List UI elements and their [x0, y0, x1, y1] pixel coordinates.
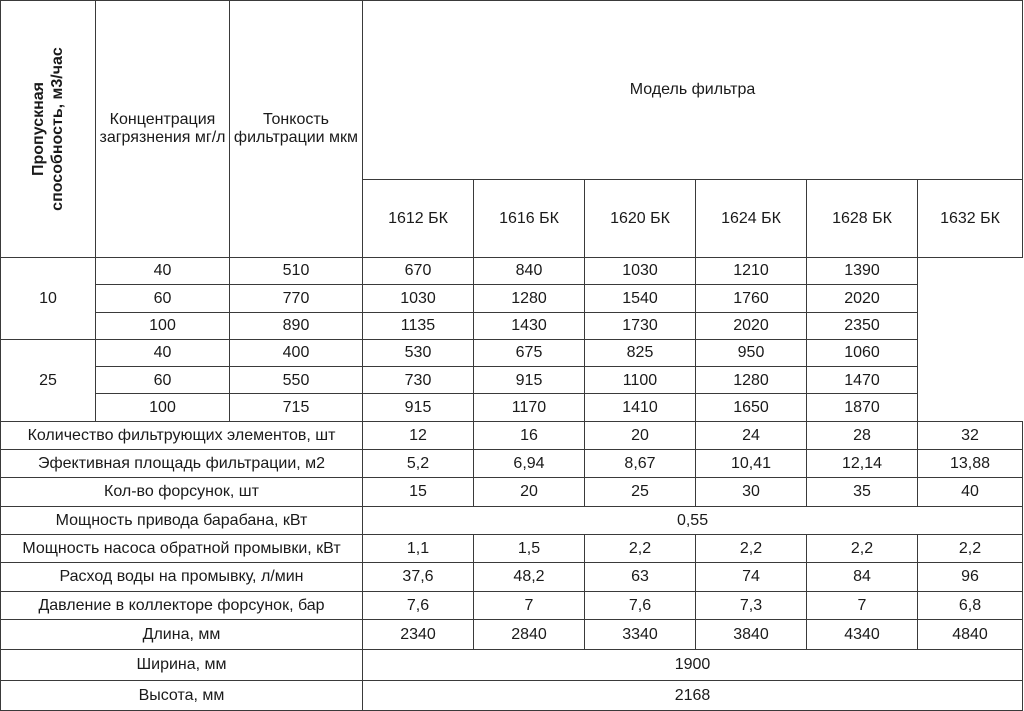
value-cell: 1030 — [363, 285, 474, 312]
value-cell: 4840 — [918, 619, 1023, 649]
spec-label: Количество фильтрующих элементов, шт — [1, 421, 363, 449]
spec-label: Эфективная площадь фильтрации, м2 — [1, 450, 363, 478]
value-cell: 1280 — [696, 367, 807, 394]
value-cell: 3340 — [585, 619, 696, 649]
value-cell: 37,6 — [363, 563, 474, 591]
value-cell: 20 — [474, 478, 585, 506]
value-cell: 2,2 — [918, 535, 1023, 563]
value-cell: 63 — [585, 563, 696, 591]
spec-label: Ширина, мм — [1, 650, 363, 680]
spec-label: Мощность привода барабана, кВт — [1, 506, 363, 534]
value-cell: 15 — [363, 478, 474, 506]
spec-row — [1, 680, 1023, 710]
value-cell: 6,8 — [918, 591, 1023, 619]
concentration-cell: 25 — [1, 339, 96, 421]
value-cell: 5,2 — [363, 450, 474, 478]
value-cell: 915 — [474, 367, 585, 394]
value-cell: 1210 — [696, 258, 807, 285]
value-cell: 1030 — [585, 258, 696, 285]
value-cell: 915 — [363, 394, 474, 421]
value-cell: 12 — [363, 421, 474, 449]
model-col: 1612 БК — [363, 179, 474, 257]
fineness-cell: 60 — [96, 367, 230, 394]
fineness-cell: 100 — [96, 394, 230, 421]
spec-row — [1, 650, 1023, 680]
value-cell: 2020 — [807, 285, 918, 312]
value-cell: 770 — [230, 285, 363, 312]
value-cell: 675 — [474, 339, 585, 366]
value-cell: 35 — [807, 478, 918, 506]
value-cell: 24 — [696, 421, 807, 449]
value-cell: 2350 — [807, 312, 918, 339]
value-cell: 2,2 — [585, 535, 696, 563]
value-cell: 1,5 — [474, 535, 585, 563]
value-cell: 7,6 — [585, 591, 696, 619]
table-row — [1, 339, 1023, 366]
value-cell: 7 — [474, 591, 585, 619]
value-cell: 8,67 — [585, 450, 696, 478]
fineness-header: Тонкость фильтрации мкм — [230, 1, 363, 258]
value-cell: 1650 — [696, 394, 807, 421]
value-cell: 1430 — [474, 312, 585, 339]
value-cell: 1760 — [696, 285, 807, 312]
value-cell: 40 — [918, 478, 1023, 506]
model-col: 1620 БК — [585, 179, 696, 257]
value-cell: 730 — [363, 367, 474, 394]
model-col: 1624 БК — [696, 179, 807, 257]
spec-label: Расход воды на промывку, л/мин — [1, 563, 363, 591]
value-cell: 10,41 — [696, 450, 807, 478]
value-cell: 7 — [807, 591, 918, 619]
value-cell: 12,14 — [807, 450, 918, 478]
value-cell: 2020 — [696, 312, 807, 339]
capacity-label-line1: Пропускная — [29, 81, 47, 177]
spec-row — [1, 506, 1023, 534]
table-row — [1, 312, 1023, 339]
value-cell: 2340 — [363, 619, 474, 649]
value-cell: 670 — [363, 258, 474, 285]
value-cell: 825 — [585, 339, 696, 366]
value-cell: 1060 — [807, 339, 918, 366]
value-cell: 510 — [230, 258, 363, 285]
value-cell: 20 — [585, 421, 696, 449]
spec-row — [1, 450, 1023, 478]
value-cell: 1135 — [363, 312, 474, 339]
spec-label: Кол-во форсунок, шт — [1, 478, 363, 506]
value-cell: 25 — [585, 478, 696, 506]
value-cell: 74 — [696, 563, 807, 591]
spec-label: Мощность насоса обратной промывки, кВт — [1, 535, 363, 563]
value-cell: 3840 — [696, 619, 807, 649]
value-cell: 28 — [807, 421, 918, 449]
spec-row — [1, 535, 1023, 563]
value-cell: 715 — [230, 394, 363, 421]
value-cell: 16 — [474, 421, 585, 449]
value-cell: 1390 — [807, 258, 918, 285]
value-cell: 1280 — [474, 285, 585, 312]
value-cell: 84 — [807, 563, 918, 591]
concentration-header: Концентрация загрязнения мг/л — [96, 1, 230, 258]
value-cell: 1730 — [585, 312, 696, 339]
spec-row — [1, 478, 1023, 506]
capacity-label-line2: способность, м3/час — [49, 47, 66, 211]
spec-row — [1, 619, 1023, 649]
value-cell: 840 — [474, 258, 585, 285]
fineness-cell: 60 — [96, 285, 230, 312]
value-cell: 2,2 — [807, 535, 918, 563]
value-cell: 13,88 — [918, 450, 1023, 478]
value-cell: 1170 — [474, 394, 585, 421]
value-cell: 1540 — [585, 285, 696, 312]
value-cell: 1,1 — [363, 535, 474, 563]
fineness-cell: 100 — [96, 312, 230, 339]
value-cell: 1100 — [585, 367, 696, 394]
value-cell: 96 — [918, 563, 1023, 591]
model-col: 1616 БК — [474, 179, 585, 257]
value-cell: 1410 — [585, 394, 696, 421]
spec-label: Давление в коллекторе форсунок, бар — [1, 591, 363, 619]
value-cell: 2840 — [474, 619, 585, 649]
model-header: Модель фильтра — [363, 1, 1023, 180]
spec-row — [1, 421, 1023, 449]
value-cell: 48,2 — [474, 563, 585, 591]
fineness-cell: 40 — [96, 339, 230, 366]
value-cell: 890 — [230, 312, 363, 339]
table-row — [1, 367, 1023, 394]
value-cell: 7,3 — [696, 591, 807, 619]
value-cell: 1870 — [807, 394, 918, 421]
spec-row — [1, 591, 1023, 619]
model-col: 1632 БК — [918, 179, 1023, 257]
merged-value-cell: 1900 — [363, 650, 1023, 680]
fineness-cell: 40 — [96, 258, 230, 285]
value-cell: 7,6 — [363, 591, 474, 619]
value-cell: 950 — [696, 339, 807, 366]
value-cell: 30 — [696, 478, 807, 506]
merged-value-cell: 2168 — [363, 680, 1023, 710]
merged-value-cell: 0,55 — [363, 506, 1023, 534]
model-col: 1628 БК — [807, 179, 918, 257]
value-cell: 32 — [918, 421, 1023, 449]
value-cell: 6,94 — [474, 450, 585, 478]
spec-label: Высота, мм — [1, 680, 363, 710]
value-cell: 530 — [363, 339, 474, 366]
value-cell: 550 — [230, 367, 363, 394]
concentration-cell: 10 — [1, 258, 96, 340]
spec-row — [1, 563, 1023, 591]
header-row-1 — [1, 1, 1023, 180]
table-row — [1, 285, 1023, 312]
table-row — [1, 258, 1023, 285]
capacity-header — [1, 1, 96, 258]
spec-label: Длина, мм — [1, 619, 363, 649]
value-cell: 4340 — [807, 619, 918, 649]
value-cell: 1470 — [807, 367, 918, 394]
value-cell: 2,2 — [696, 535, 807, 563]
value-cell: 400 — [230, 339, 363, 366]
table-row — [1, 394, 1023, 421]
